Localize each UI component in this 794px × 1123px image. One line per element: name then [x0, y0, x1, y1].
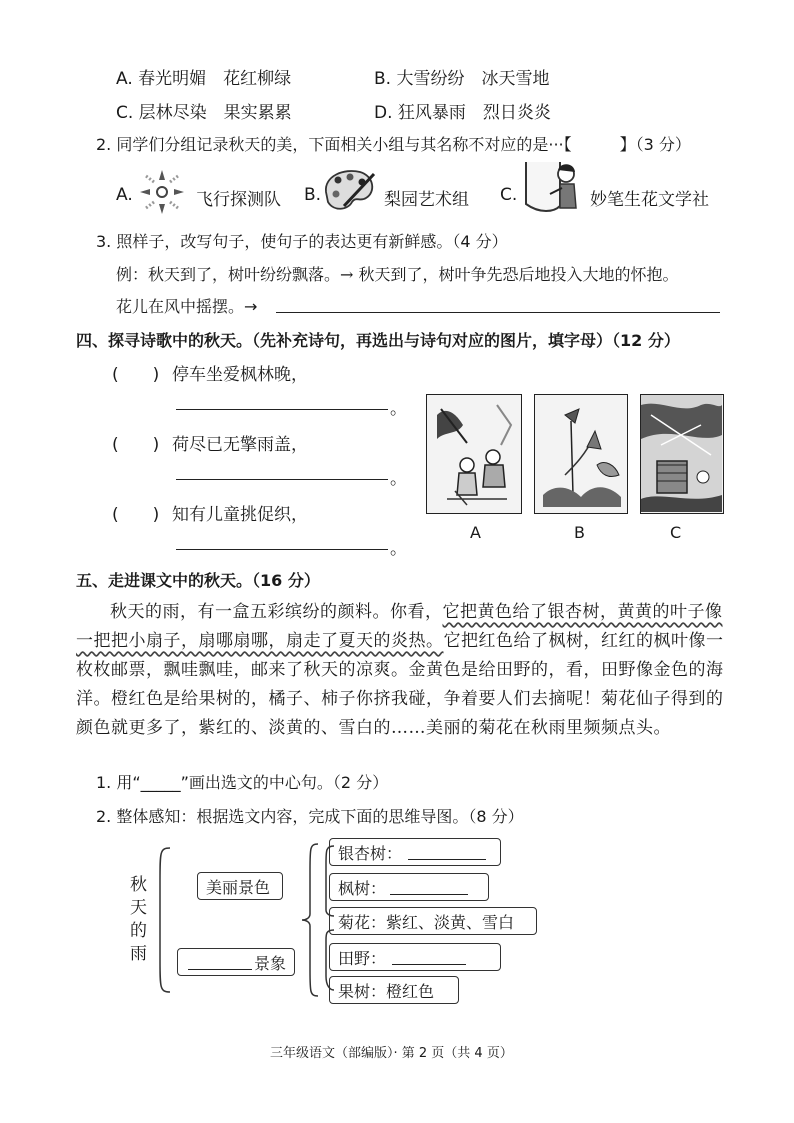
q2-stem: 2. 同学们分组记录秋天的美，下面相关小组与其名称不对应的是···【 】（3 分） — [96, 135, 691, 154]
leaf-field-blank[interactable] — [392, 964, 466, 965]
mindmap-root-3: 的 — [130, 921, 147, 941]
q1-option-a: A. 春光明媚 花红柳绿 — [116, 69, 292, 89]
picture-c-label: C — [670, 523, 682, 542]
mindmap-branch-scene[interactable] — [177, 948, 295, 976]
poem3-paren[interactable]: ( ) — [112, 505, 160, 525]
paint-palette-icon — [320, 166, 378, 216]
section5-q1: 1. 用“_____”画出选文的中心句。（2 分） — [96, 773, 389, 792]
mindmap-leaf-ginkgo[interactable] — [329, 838, 501, 866]
section5-q2: 2. 整体感知：根据选文内容，完成下面的思维导图。（8 分） — [96, 807, 524, 826]
leaf-ginkgo-label: 银杏树： — [338, 843, 403, 863]
picture-b — [534, 394, 628, 514]
q2-option-b-letter: B. — [304, 185, 322, 205]
poem3-period: 。 — [390, 539, 407, 559]
mindmap-root-1: 秋 — [130, 875, 147, 895]
reading-passage — [76, 598, 728, 743]
picture-b-label: B — [574, 523, 585, 542]
poem2-line: 荷尽已无擎雨盖， — [172, 435, 308, 455]
poem3-line: 知有儿童挑促织， — [172, 505, 308, 525]
mindmap-root-2: 天 — [130, 898, 147, 918]
poem3-answer-line[interactable] — [176, 549, 388, 550]
q2-option-b-text: 梨园艺术组 — [384, 190, 469, 210]
leaf-ginkgo-blank[interactable] — [408, 859, 486, 860]
q3-stem: 3. 照样子，改写句子，使句子的表达更有新鲜感。（4 分） — [96, 232, 508, 251]
leaf-fruit-tree-label: 果树：橙红色 — [338, 981, 435, 1001]
branch2-blank[interactable] — [188, 969, 252, 970]
poem2-period: 。 — [390, 469, 407, 489]
mindmap-leaf-field[interactable] — [329, 943, 501, 971]
mindmap-leaf-fruit-tree — [329, 976, 459, 1004]
mindmap-brackets — [150, 840, 340, 1000]
poem2-paren[interactable]: ( ) — [112, 435, 160, 455]
q3-example: 例：秋天到了，树叶纷纷飘落。→ 秋天到了，树叶争先恐后地投入大地的怀抱。 — [116, 265, 679, 284]
drone-icon — [134, 164, 190, 220]
passage-wavy-underline: 它把黄色给了银杏树，黄黄的叶子像一把把小扇子，扇哪扇哪，扇走了夏天的炎热。 — [76, 602, 723, 651]
leaf-field-label: 田野： — [338, 948, 387, 968]
poem2-answer-line[interactable] — [176, 479, 388, 480]
poem1-answer-line[interactable] — [176, 409, 388, 410]
leaf-chrysanthemum-label: 菊花：紫红、淡黄、雪白 — [338, 912, 515, 932]
branch2-label: 景象 — [254, 953, 287, 973]
q3-prompt: 花儿在风中摇摆。→ — [116, 297, 258, 316]
maple-forest-carriage-illustration — [641, 395, 722, 512]
q1-option-d: D. 狂风暴雨 烈日炎炎 — [374, 103, 551, 123]
picture-c — [640, 394, 724, 514]
mindmap-root-4: 雨 — [130, 944, 147, 964]
q2-option-c-text: 妙笔生花文学社 — [590, 190, 709, 210]
q1-option-c: C. 层林尽染 果实累累 — [116, 103, 292, 123]
section4-title: 四、探寻诗歌中的秋天。（先补充诗句，再选出与诗句对应的图片，填字母）（12 分） — [76, 331, 680, 350]
q2-option-a-text: 飞行探测队 — [196, 190, 281, 210]
q1-option-b: B. 大雪纷纷 冰天雪地 — [374, 69, 550, 89]
branch1-label: 美丽景色 — [206, 877, 271, 897]
q2-option-a-letter: A. — [116, 185, 133, 205]
q3-answer-line[interactable] — [276, 312, 720, 313]
passage-rest: 它把红色给了枫树，红红的枫叶像一枚枚邮票，飘哇飘哇，邮来了秋天的凉爽。金黄色是给田野的，看，田野像金色的海洋。橙红色是给果树的，橘子、柿子你挤我碰，争着要人们去摘呢！菊花仙子得到的颜色就更多了，紫红的、淡黄的、雪白的……美丽的菊花在秋雨里频频点头。 — [76, 631, 724, 738]
section5-title: 五、走进课文中的秋天。（16 分） — [76, 571, 320, 590]
withered-lotus-illustration — [535, 395, 626, 512]
page-footer: 三年级语文（部编版）· 第 2 页（共 4 页） — [270, 1046, 513, 1061]
leaf-maple-label: 枫树： — [338, 878, 387, 898]
poem1-period: 。 — [390, 399, 407, 419]
picture-a-label: A — [470, 523, 481, 542]
child-writing-icon — [520, 158, 584, 216]
leaf-maple-blank[interactable] — [390, 894, 468, 895]
mindmap-leaf-maple[interactable] — [329, 873, 489, 901]
picture-a — [426, 394, 522, 514]
children-catching-cricket-illustration — [427, 395, 520, 512]
q2-option-c-letter: C. — [500, 185, 518, 205]
mindmap-branch-beautiful-scenery — [197, 872, 283, 900]
poem1-paren[interactable]: ( ) — [112, 365, 160, 385]
mindmap-leaf-chrysanthemum — [329, 907, 537, 935]
passage-start: 秋天的雨，有一盒五彩缤纷的颜料。你看， — [110, 602, 443, 622]
poem1-line: 停车坐爱枫林晚， — [172, 365, 308, 385]
